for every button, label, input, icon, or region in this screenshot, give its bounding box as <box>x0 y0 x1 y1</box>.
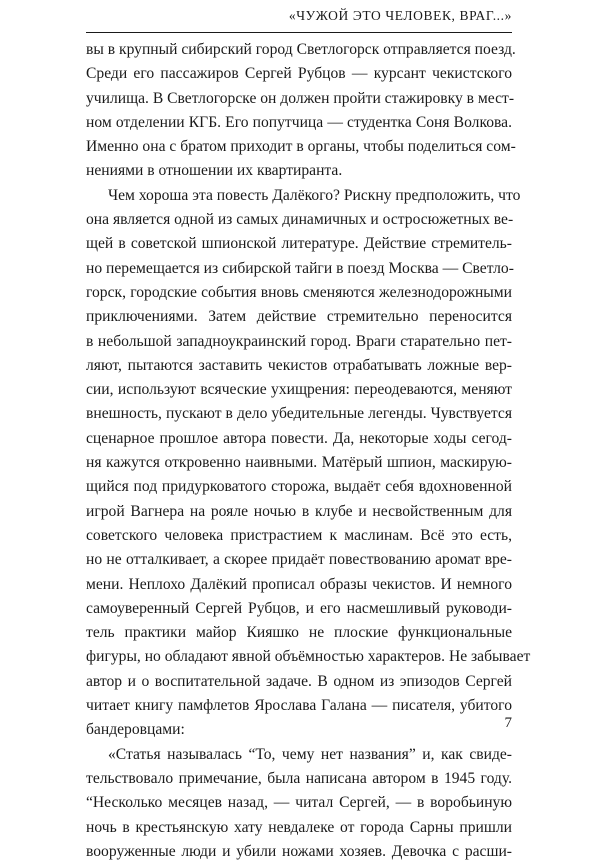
paragraph <box>86 38 516 184</box>
text-line: приключениями. Затем действие стремительно переносится <box>86 308 512 326</box>
text-line: она является одной из самых динамичных и остросюжетных ве- <box>86 211 514 229</box>
text-line: советского человека пристрастием к маслинам. Всё это есть, <box>86 526 512 544</box>
text-line: горск, городские события вновь сменяются железнодорожными <box>86 283 512 301</box>
text-line: игрой Вагнера на рояле ночью в клубе и несвойственным для <box>86 502 512 520</box>
text-line: но не отталкивает, а скорее придаёт повествованию аромат вре- <box>86 551 512 569</box>
text-line: автор и о воспитательной задаче. В одном из эпизодов Сергей <box>86 672 512 690</box>
text-line: Среди его пассажиров Сергей Рубцов — курсант чекистского <box>86 65 512 83</box>
text-line: в небольшой западноукраинский город. Враги старательно пет- <box>86 332 512 350</box>
text-line: ном отделении КГБ. Его попутчица — студентка Соня Волкова. <box>86 113 512 131</box>
header-rule <box>86 32 512 33</box>
text-line: щей в советской шпионской литературе. Действие стремитель- <box>86 235 512 253</box>
body-text <box>86 38 531 864</box>
text-line: мени. Неплохо Далёкий прописал образы чекистов. И немного <box>86 575 512 593</box>
paragraph <box>86 743 512 864</box>
text-line: но перемещается из сибирской тайги в поезд Москва — Светло- <box>86 259 514 277</box>
text-line: вы в крупный сибирский город Светлогорск отправляется поезд. <box>86 41 516 58</box>
text-line: «Статья называлась “То, чему нет названия” и, как свиде- <box>108 745 512 763</box>
text-line: тель практики майор Кияшко не плоские функциональные <box>86 624 512 642</box>
text-line: бандеровцами: <box>86 721 185 739</box>
running-head: «ЧУЖОЙ ЭТО ЧЕЛОВЕК, ВРАГ...» <box>288 8 512 23</box>
paragraph <box>86 184 531 743</box>
text-line: читает книгу памфлетов Ярослава Галана — писателя, убитого <box>86 697 512 715</box>
page-number: 7 <box>504 715 512 731</box>
text-line: сии, используют всяческие ухищрения: переодеваются, меняют <box>86 381 512 399</box>
text-line: самоуверенный Сергей Рубцов, и его насмешливый руководи- <box>86 599 512 617</box>
text-line: Именно она с братом приходит в органы, чтобы поделиться сом- <box>86 138 516 156</box>
text-line: “Несколько месяцев назад, — читал Сергей, — в воробьиную <box>86 794 512 812</box>
text-line: училища. В Светлогорске он должен пройти стажировку в мест- <box>86 89 515 107</box>
text-line: сценарное прошлое автора повести. Да, некоторые ходы сегод- <box>86 429 512 447</box>
text-line: фигуры, но обладают явной объёмностью характеров. Не забывает <box>86 648 531 666</box>
text-line: внешность, пускают в дело убедительные легенды. Чувствуется <box>86 405 512 423</box>
text-line: ня кажутся откровенно наивными. Матёрый шпион, маскирую- <box>86 454 512 472</box>
text-line: щийся под придурковатого сторожа, выдаёт себя вдохновенной <box>86 478 512 496</box>
text-line: тельствовало примечание, была написана автором в 1945 году. <box>86 769 512 787</box>
text-line: вооруженные люди и убили ножами хозяев. Девочка с расши- <box>86 842 512 860</box>
text-line: нениями в отношении их квартиранта. <box>86 162 343 180</box>
text-line: ляют, пытаются заставить чекистов отрабатывать ложные вер- <box>86 356 512 374</box>
text-line: ночь в крестьянскую хату невдалеке от города Сарны пришли <box>86 818 512 836</box>
text-line: Чем хороша эта повесть Далёкого? Рискну предположить, что <box>108 186 521 204</box>
